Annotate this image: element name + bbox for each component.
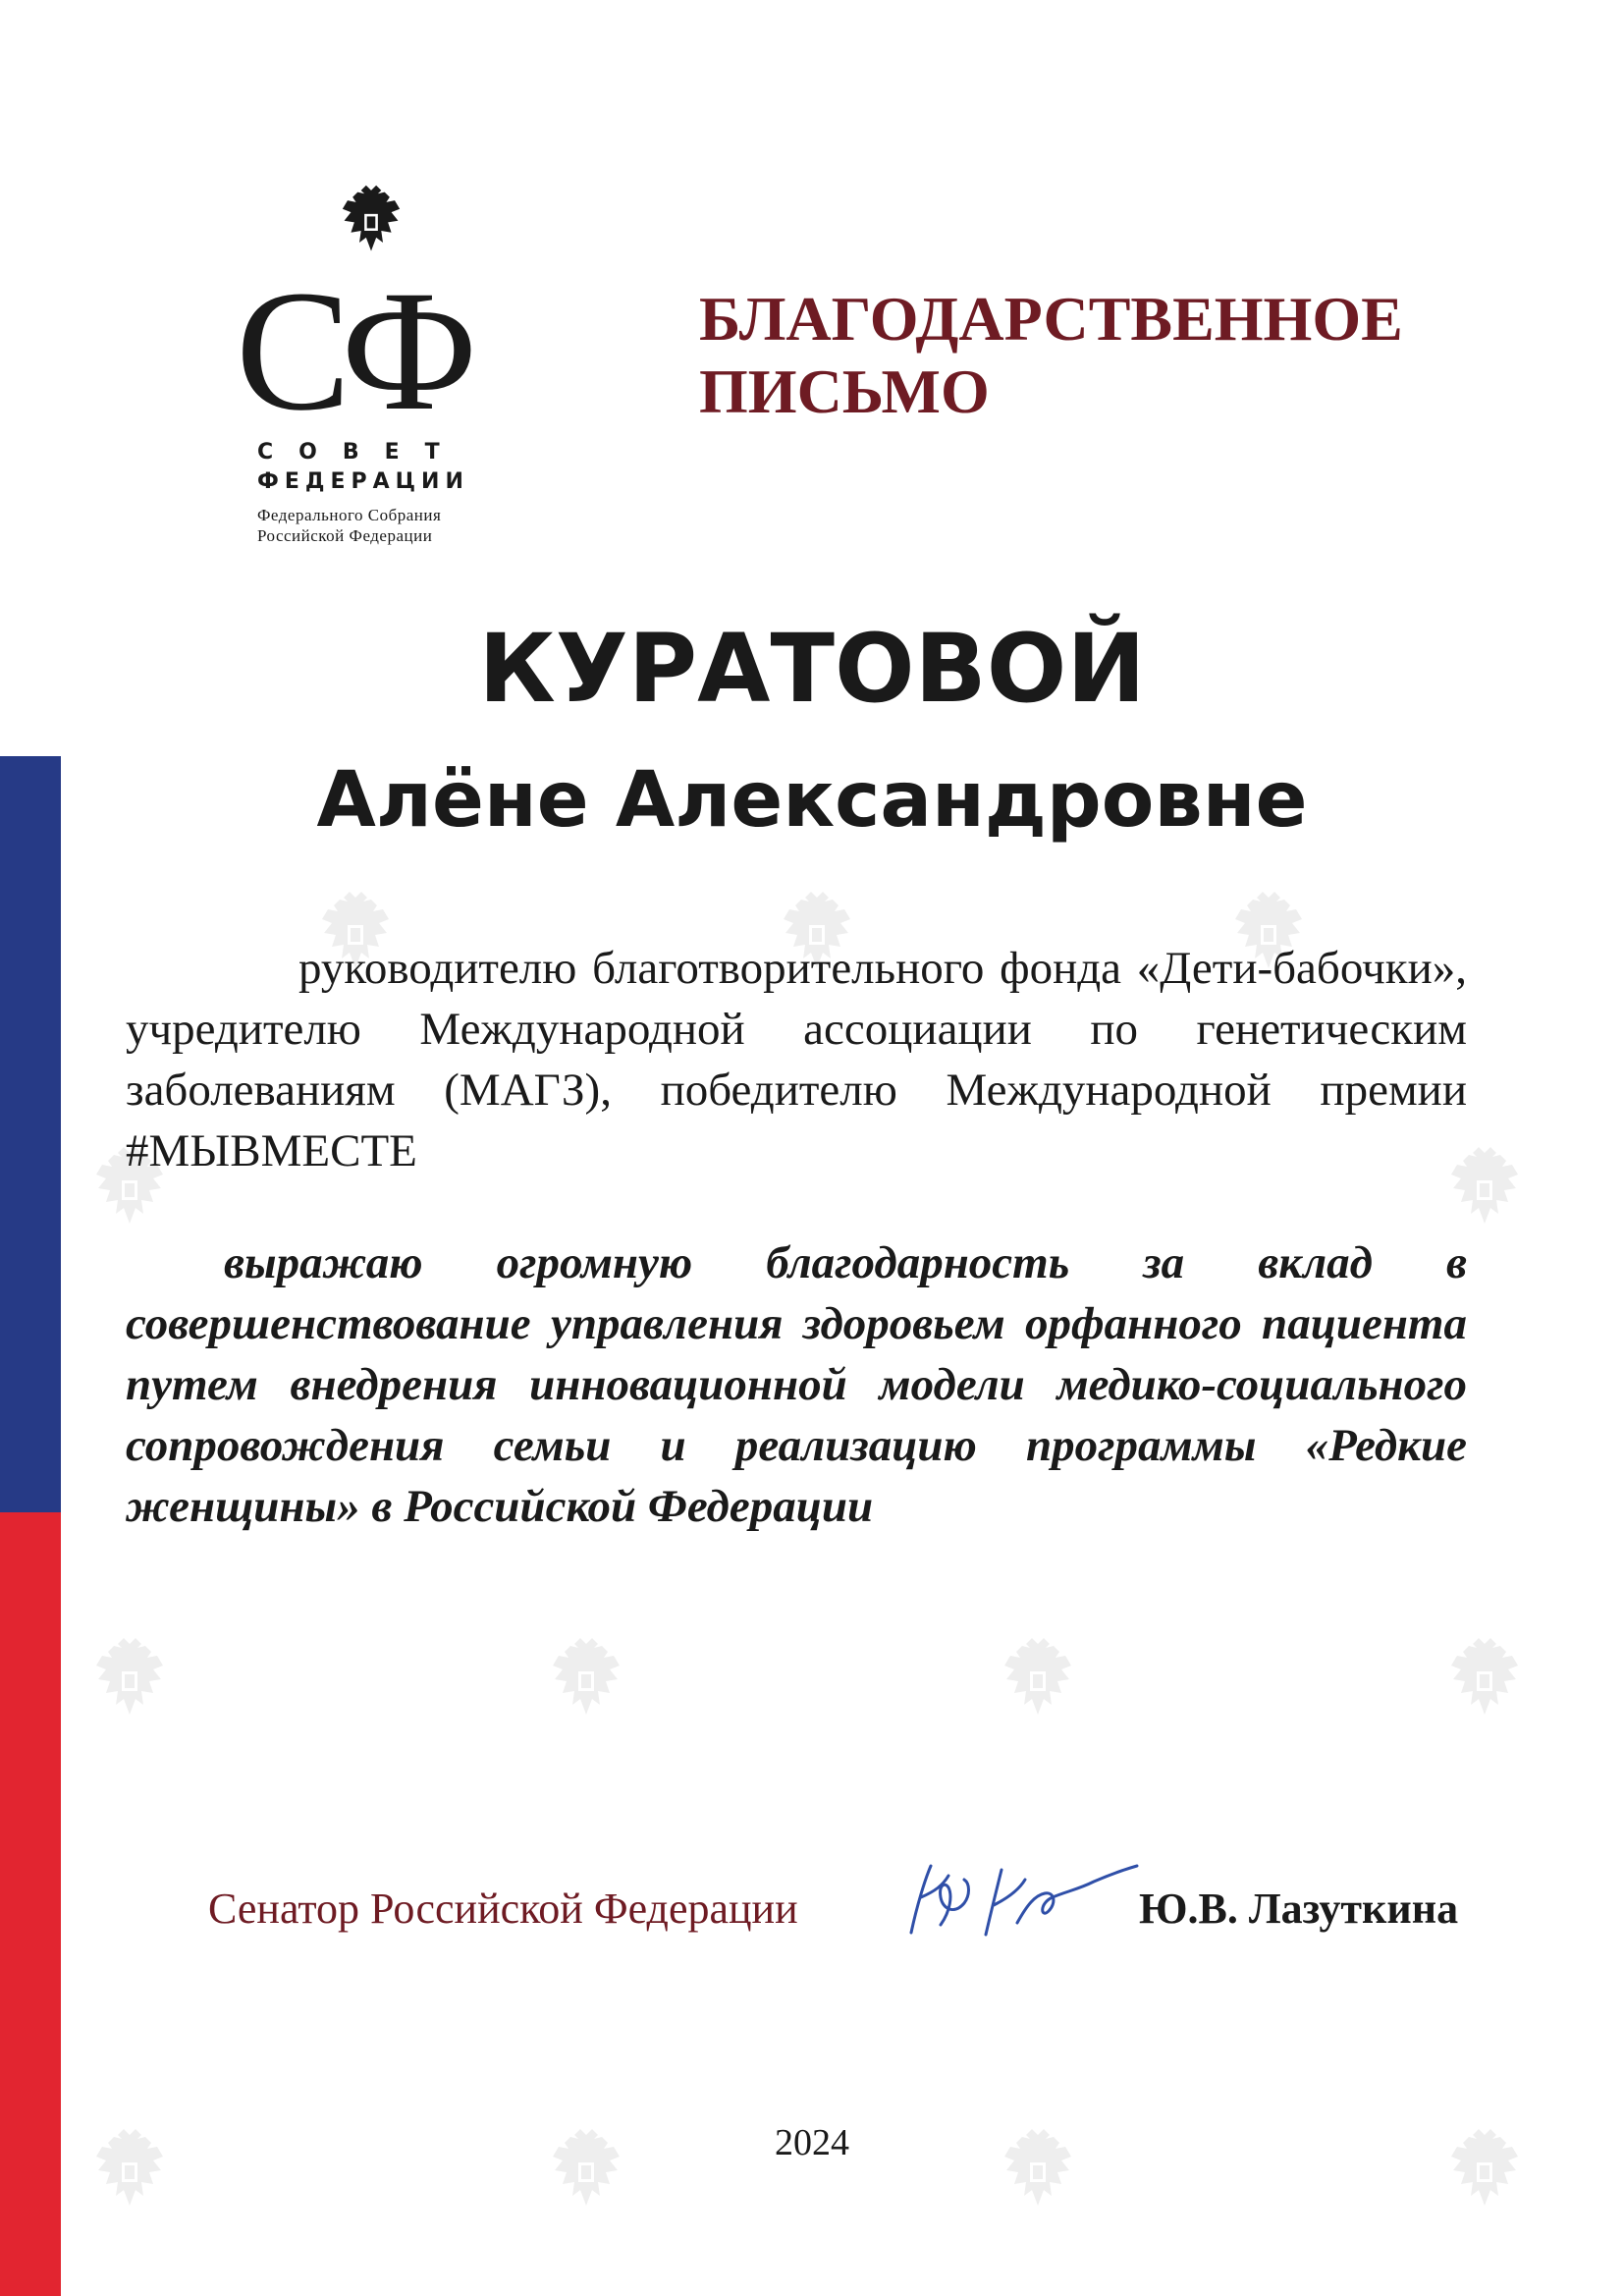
recipient-name: Алёне Александровне bbox=[316, 756, 1308, 845]
watermark-eagle-icon bbox=[88, 1630, 171, 1724]
watermark-eagle-icon bbox=[545, 1630, 627, 1724]
title-line-1: БЛАГОДАРСТВЕННОЕ bbox=[699, 284, 1403, 354]
double-headed-eagle-icon bbox=[336, 177, 406, 261]
document-title bbox=[699, 283, 1403, 428]
title-line-2: ПИСЬМО bbox=[699, 356, 990, 426]
watermark-eagle-icon bbox=[997, 1630, 1079, 1724]
signatory-position: Сенатор Российской Федерации bbox=[208, 1885, 798, 1933]
logo-line-federatsii: ФЕДЕРАЦИИ bbox=[257, 469, 469, 494]
flag-band-blue bbox=[0, 756, 61, 1512]
document-year: 2024 bbox=[775, 2122, 849, 2163]
logo-line-federal-assembly: Федерального Собрания bbox=[257, 506, 442, 524]
flag-band-red bbox=[0, 1512, 61, 2296]
signatory-name: Ю.В. Лазуткина bbox=[1139, 1885, 1459, 1933]
recipient-description: руководителю благотворительного фонда «Дети-бабочки», учредителю Международной ассоциации по генетическим заболеваниям (МАГЗ), победителю Международной премии #МЫВМЕСТЕ bbox=[126, 943, 1467, 1176]
logo-line-russian-federation: Российской Федерации bbox=[257, 526, 433, 545]
handwritten-signature bbox=[892, 1846, 1147, 1954]
logo-monogram: СФ bbox=[236, 255, 468, 447]
watermark-eagle-icon bbox=[1443, 1630, 1526, 1724]
federation-council-logo bbox=[228, 177, 532, 550]
recipient-surname: КУРАТОВОЙ bbox=[478, 614, 1146, 724]
gratitude-text: выражаю огромную благодарность за вклад в совершенствование управления здоровьем орфанного пациента путем внедрения инновационной модели медико-социального сопровождения семьи и реализацию программы «Редкие женщины» в Российской Федерации bbox=[126, 1237, 1467, 1532]
logo-line-sovet: СОВЕТ bbox=[257, 440, 465, 465]
